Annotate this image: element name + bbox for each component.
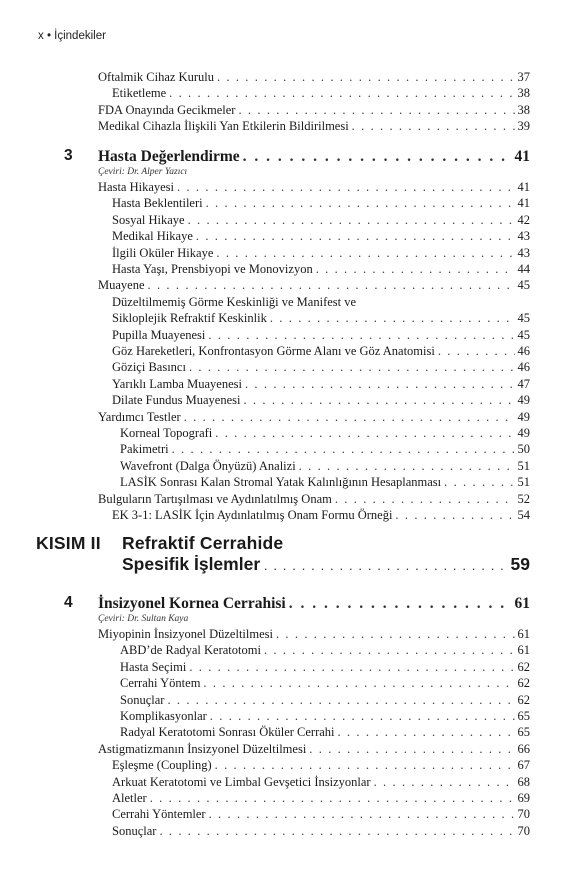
- toc-entry-title: Cerrahi Yöntemler: [112, 807, 206, 822]
- toc-entry[interactable]: [120, 459, 530, 474]
- leader-dots: [184, 410, 515, 425]
- part-2-heading[interactable]: [122, 553, 530, 575]
- toc-entry[interactable]: [98, 627, 530, 642]
- toc-entry-title: Sosyal Hikaye: [112, 212, 185, 227]
- leader-dots: [169, 86, 514, 101]
- leader-dots: [206, 196, 515, 211]
- leader-dots: [309, 742, 514, 757]
- toc-entry-title: Radyal Keratotomi Sonrası Öküler Cerrahi: [120, 725, 335, 740]
- toc-entry-page: 38: [517, 102, 530, 117]
- toc-entry[interactable]: [112, 791, 530, 806]
- leader-dots: [245, 377, 515, 392]
- toc-entry-page: 43: [517, 229, 530, 244]
- leader-dots: [243, 147, 512, 167]
- toc-entry-title: Hasta Hikayesi: [98, 180, 175, 194]
- toc-entry-page: 54: [517, 508, 530, 522]
- toc-entry-title: Dilate Fundus Muayenesi: [112, 393, 241, 408]
- toc-entry-title: Yardımcı Testler: [98, 409, 181, 424]
- toc-entry-title: Cerrahi Yöntem: [120, 676, 201, 691]
- toc-entry-title: Medikal Cihazla İlişkili Yan Etkilerin Bildirilmesi: [98, 118, 349, 133]
- toc-entry[interactable]: [112, 262, 530, 277]
- chapter-3-title: Hasta Değerlendirme: [98, 148, 240, 165]
- toc-entry-title: FDA Onayında Gecikmeler: [98, 102, 236, 117]
- toc-entry-page: 49: [517, 409, 530, 424]
- toc-entry[interactable]: [112, 344, 530, 359]
- leader-dots: [289, 594, 512, 614]
- chapter-4-heading[interactable]: [98, 594, 530, 614]
- toc-entry-title: Komplikasyonlar: [120, 709, 207, 723]
- toc-entry[interactable]: [98, 742, 530, 757]
- toc-entry-title: İlgili Oküler Hikaye: [112, 245, 214, 260]
- leader-dots: [148, 278, 515, 293]
- leader-dots: [217, 70, 515, 85]
- toc-entry-title: Wavefront (Dalga Önyüzü) Analizi: [120, 458, 296, 473]
- leader-dots: [270, 311, 515, 326]
- toc-entry-page: 45: [517, 278, 530, 293]
- toc-entry-page: 49: [517, 426, 530, 440]
- toc-entry-title: Medikal Hikaye: [112, 229, 193, 244]
- toc-entry[interactable]: [120, 442, 530, 457]
- toc-entry-page: 42: [517, 212, 530, 227]
- leader-dots: [338, 725, 515, 740]
- toc-entry-page: 66: [517, 741, 530, 756]
- toc-entry[interactable]: [120, 475, 530, 490]
- toc-entry[interactable]: [98, 103, 530, 118]
- toc-entry-page: 44: [517, 262, 530, 276]
- toc-entry[interactable]: [112, 229, 530, 244]
- toc-entry-title: Göz Hareketleri, Konfrontasyon Görme Alanı ve Göz Anatomisi: [112, 344, 435, 358]
- toc-entry-page: 65: [517, 709, 530, 723]
- toc-entry-page: 62: [517, 692, 530, 707]
- leader-dots: [210, 709, 515, 724]
- toc-entry-page: 61: [517, 643, 530, 658]
- running-header: x • İçindekiler: [38, 30, 106, 42]
- toc-entry-page: 51: [517, 475, 530, 490]
- toc-entry-page: 62: [517, 676, 530, 691]
- leader-dots: [150, 791, 515, 806]
- toc-entry-page: 70: [517, 823, 530, 838]
- leader-dots: [203, 676, 514, 691]
- toc-entry[interactable]: [98, 180, 530, 195]
- leader-dots: [196, 229, 515, 244]
- toc-entry-page: 67: [517, 758, 530, 773]
- toc-entry-page: 46: [517, 344, 530, 358]
- toc-entry[interactable]: [112, 213, 530, 228]
- toc-entry-page: 37: [517, 70, 530, 84]
- toc-entry[interactable]: [112, 807, 530, 822]
- toc-entry-title: Sonuçlar: [120, 692, 165, 707]
- toc-entry-page: 51: [517, 458, 530, 473]
- toc-entry-page: 49: [517, 393, 530, 408]
- toc-entry-page: 38: [517, 86, 530, 101]
- toc-entry-title: Eşleşme (Coupling): [112, 758, 212, 773]
- leader-dots: [215, 758, 515, 773]
- toc-entry-page: 46: [517, 360, 530, 375]
- toc-entry-title: Muayene: [98, 278, 145, 293]
- toc-entry-page: 41: [517, 180, 530, 194]
- toc-entry[interactable]: [112, 311, 530, 326]
- leader-dots: [264, 555, 506, 577]
- toc-entry-title: Korneal Topografi: [120, 426, 213, 440]
- chapter-4-page: 61: [514, 595, 530, 612]
- toc-entry-page: 45: [517, 327, 530, 342]
- leader-dots: [444, 475, 514, 490]
- toc-entry-page: 52: [517, 491, 530, 506]
- toc-entry-page: 41: [517, 196, 530, 211]
- part-2-page: 59: [510, 554, 530, 574]
- leader-dots: [243, 393, 514, 408]
- toc-entry[interactable]: [112, 758, 530, 773]
- toc-entry[interactable]: [98, 410, 530, 425]
- toc-entry-title: EK 3-1: LASİK İçin Aydınlatılmış Onam Formu Örneği: [112, 508, 393, 522]
- toc-entry[interactable]: [112, 196, 530, 211]
- toc-entry-page: 68: [517, 774, 530, 789]
- toc-entry-title: Hasta Yaşı, Prensbiyopi ve Monovizyon: [112, 262, 313, 276]
- toc-entry-title: Pupilla Muayenesi: [112, 327, 206, 342]
- leader-dots: [316, 262, 515, 277]
- toc-entry-title: Miyopinin İnsizyonel Düzeltilmesi: [98, 627, 273, 641]
- toc-entry[interactable]: [120, 676, 530, 691]
- toc-entry[interactable]: [112, 295, 530, 310]
- leader-dots: [215, 426, 514, 441]
- chapter-3-heading[interactable]: [98, 147, 530, 167]
- toc-entry[interactable]: [112, 86, 530, 101]
- toc-entry-title: Pakimetri: [120, 442, 169, 457]
- leader-dots: [216, 246, 514, 261]
- leader-dots: [438, 344, 515, 359]
- toc-entry[interactable]: [98, 278, 530, 293]
- toc-entry-title: LASİK Sonrası Kalan Stromal Yatak Kalınlığının Hesaplanması: [120, 475, 442, 490]
- toc-entry[interactable]: [112, 775, 530, 790]
- toc-entry[interactable]: [112, 393, 530, 408]
- toc-entry-page: 65: [517, 725, 530, 740]
- toc-entry-page: 43: [517, 245, 530, 260]
- leader-dots: [208, 328, 514, 343]
- toc-entry[interactable]: [98, 119, 530, 134]
- toc-entry-title: Astigmatizmanın İnsizyonel Düzeltilmesi: [98, 741, 307, 756]
- toc-entry-page: 70: [517, 807, 530, 822]
- toc-entry-page: 45: [517, 311, 530, 326]
- toc-entry-title: Düzeltilmemiş Görme Keskinliği ve Manifest ve: [112, 294, 357, 309]
- chapter-4-translator: Çeviri: Dr. Sultan Kaya: [98, 614, 189, 624]
- toc-entry[interactable]: [112, 508, 530, 523]
- leader-dots: [167, 693, 514, 708]
- leader-dots: [159, 824, 514, 839]
- toc-entry[interactable]: [120, 709, 530, 724]
- leader-dots: [335, 492, 515, 507]
- toc-entry-title: Hasta Beklentileri: [112, 196, 203, 211]
- toc-entry-page: 62: [517, 659, 530, 674]
- chapter-4-title: İnsizyonel Kornea Cerrahisi: [98, 595, 286, 612]
- toc-entry[interactable]: [120, 693, 530, 708]
- toc-entry[interactable]: [112, 328, 530, 343]
- toc-entry-title: Arkuat Keratotomi ve Limbal Gevşetici İnsizyonlar: [112, 774, 371, 789]
- toc-entry-page: 47: [517, 376, 530, 391]
- part-2-label: KISIM II: [36, 533, 101, 553]
- leader-dots: [189, 660, 514, 675]
- toc-entry-title: Aletler: [112, 791, 147, 805]
- leader-dots: [177, 180, 514, 195]
- toc-entry-title: ABD’de Radyal Keratotomi: [120, 643, 261, 658]
- leader-dots: [374, 775, 515, 790]
- leader-dots: [395, 508, 514, 523]
- toc-entry[interactable]: [98, 492, 530, 507]
- part-2-title-line1: Refraktif Cerrahide: [122, 533, 284, 553]
- toc-entry-page: 61: [517, 627, 530, 641]
- toc-entry[interactable]: [112, 360, 530, 375]
- toc-entry-title: Göziçi Basıncı: [112, 360, 186, 375]
- toc-entry[interactable]: [120, 643, 530, 658]
- chapter-4-number: 4: [64, 594, 73, 611]
- leader-dots: [209, 807, 515, 822]
- chapter-3-translator: Çeviri: Dr. Alper Yazıcı: [98, 167, 188, 177]
- leader-dots: [276, 627, 515, 642]
- leader-dots: [238, 103, 514, 118]
- leader-dots: [188, 213, 515, 228]
- toc-entry-page: 50: [517, 442, 530, 457]
- toc-entry-title: Sonuçlar: [112, 823, 157, 838]
- toc-entry-title: Oftalmik Cihaz Kurulu: [98, 70, 214, 84]
- chapter-3-number: 3: [64, 147, 73, 164]
- part-2-title-line2: Spesifik İşlemler: [122, 554, 261, 574]
- leader-dots: [172, 442, 515, 457]
- toc-entry[interactable]: [120, 725, 530, 740]
- toc-entry-title: Sikloplejik Refraktif Keskinlik: [112, 311, 267, 326]
- toc-entry-title: Etiketleme: [112, 86, 167, 101]
- toc-entry-title: Hasta Seçimi: [120, 659, 187, 674]
- toc-entry-page: 39: [517, 118, 530, 133]
- toc-entry[interactable]: [120, 660, 530, 675]
- toc-entry[interactable]: [112, 824, 530, 839]
- toc-entry[interactable]: [112, 246, 530, 261]
- leader-dots: [299, 459, 515, 474]
- toc-entry[interactable]: [120, 426, 530, 441]
- leader-dots: [352, 119, 515, 134]
- toc-entry-page: 69: [517, 791, 530, 805]
- toc-entry-title: Bulguların Tartışılması ve Aydınlatılmış Onam: [98, 491, 332, 506]
- chapter-3-page: 41: [514, 148, 530, 165]
- toc-entry[interactable]: [98, 70, 530, 85]
- leader-dots: [264, 643, 515, 658]
- leader-dots: [189, 360, 515, 375]
- toc-entry[interactable]: [112, 377, 530, 392]
- toc-entry-title: Yarıklı Lamba Muayenesi: [112, 376, 242, 391]
